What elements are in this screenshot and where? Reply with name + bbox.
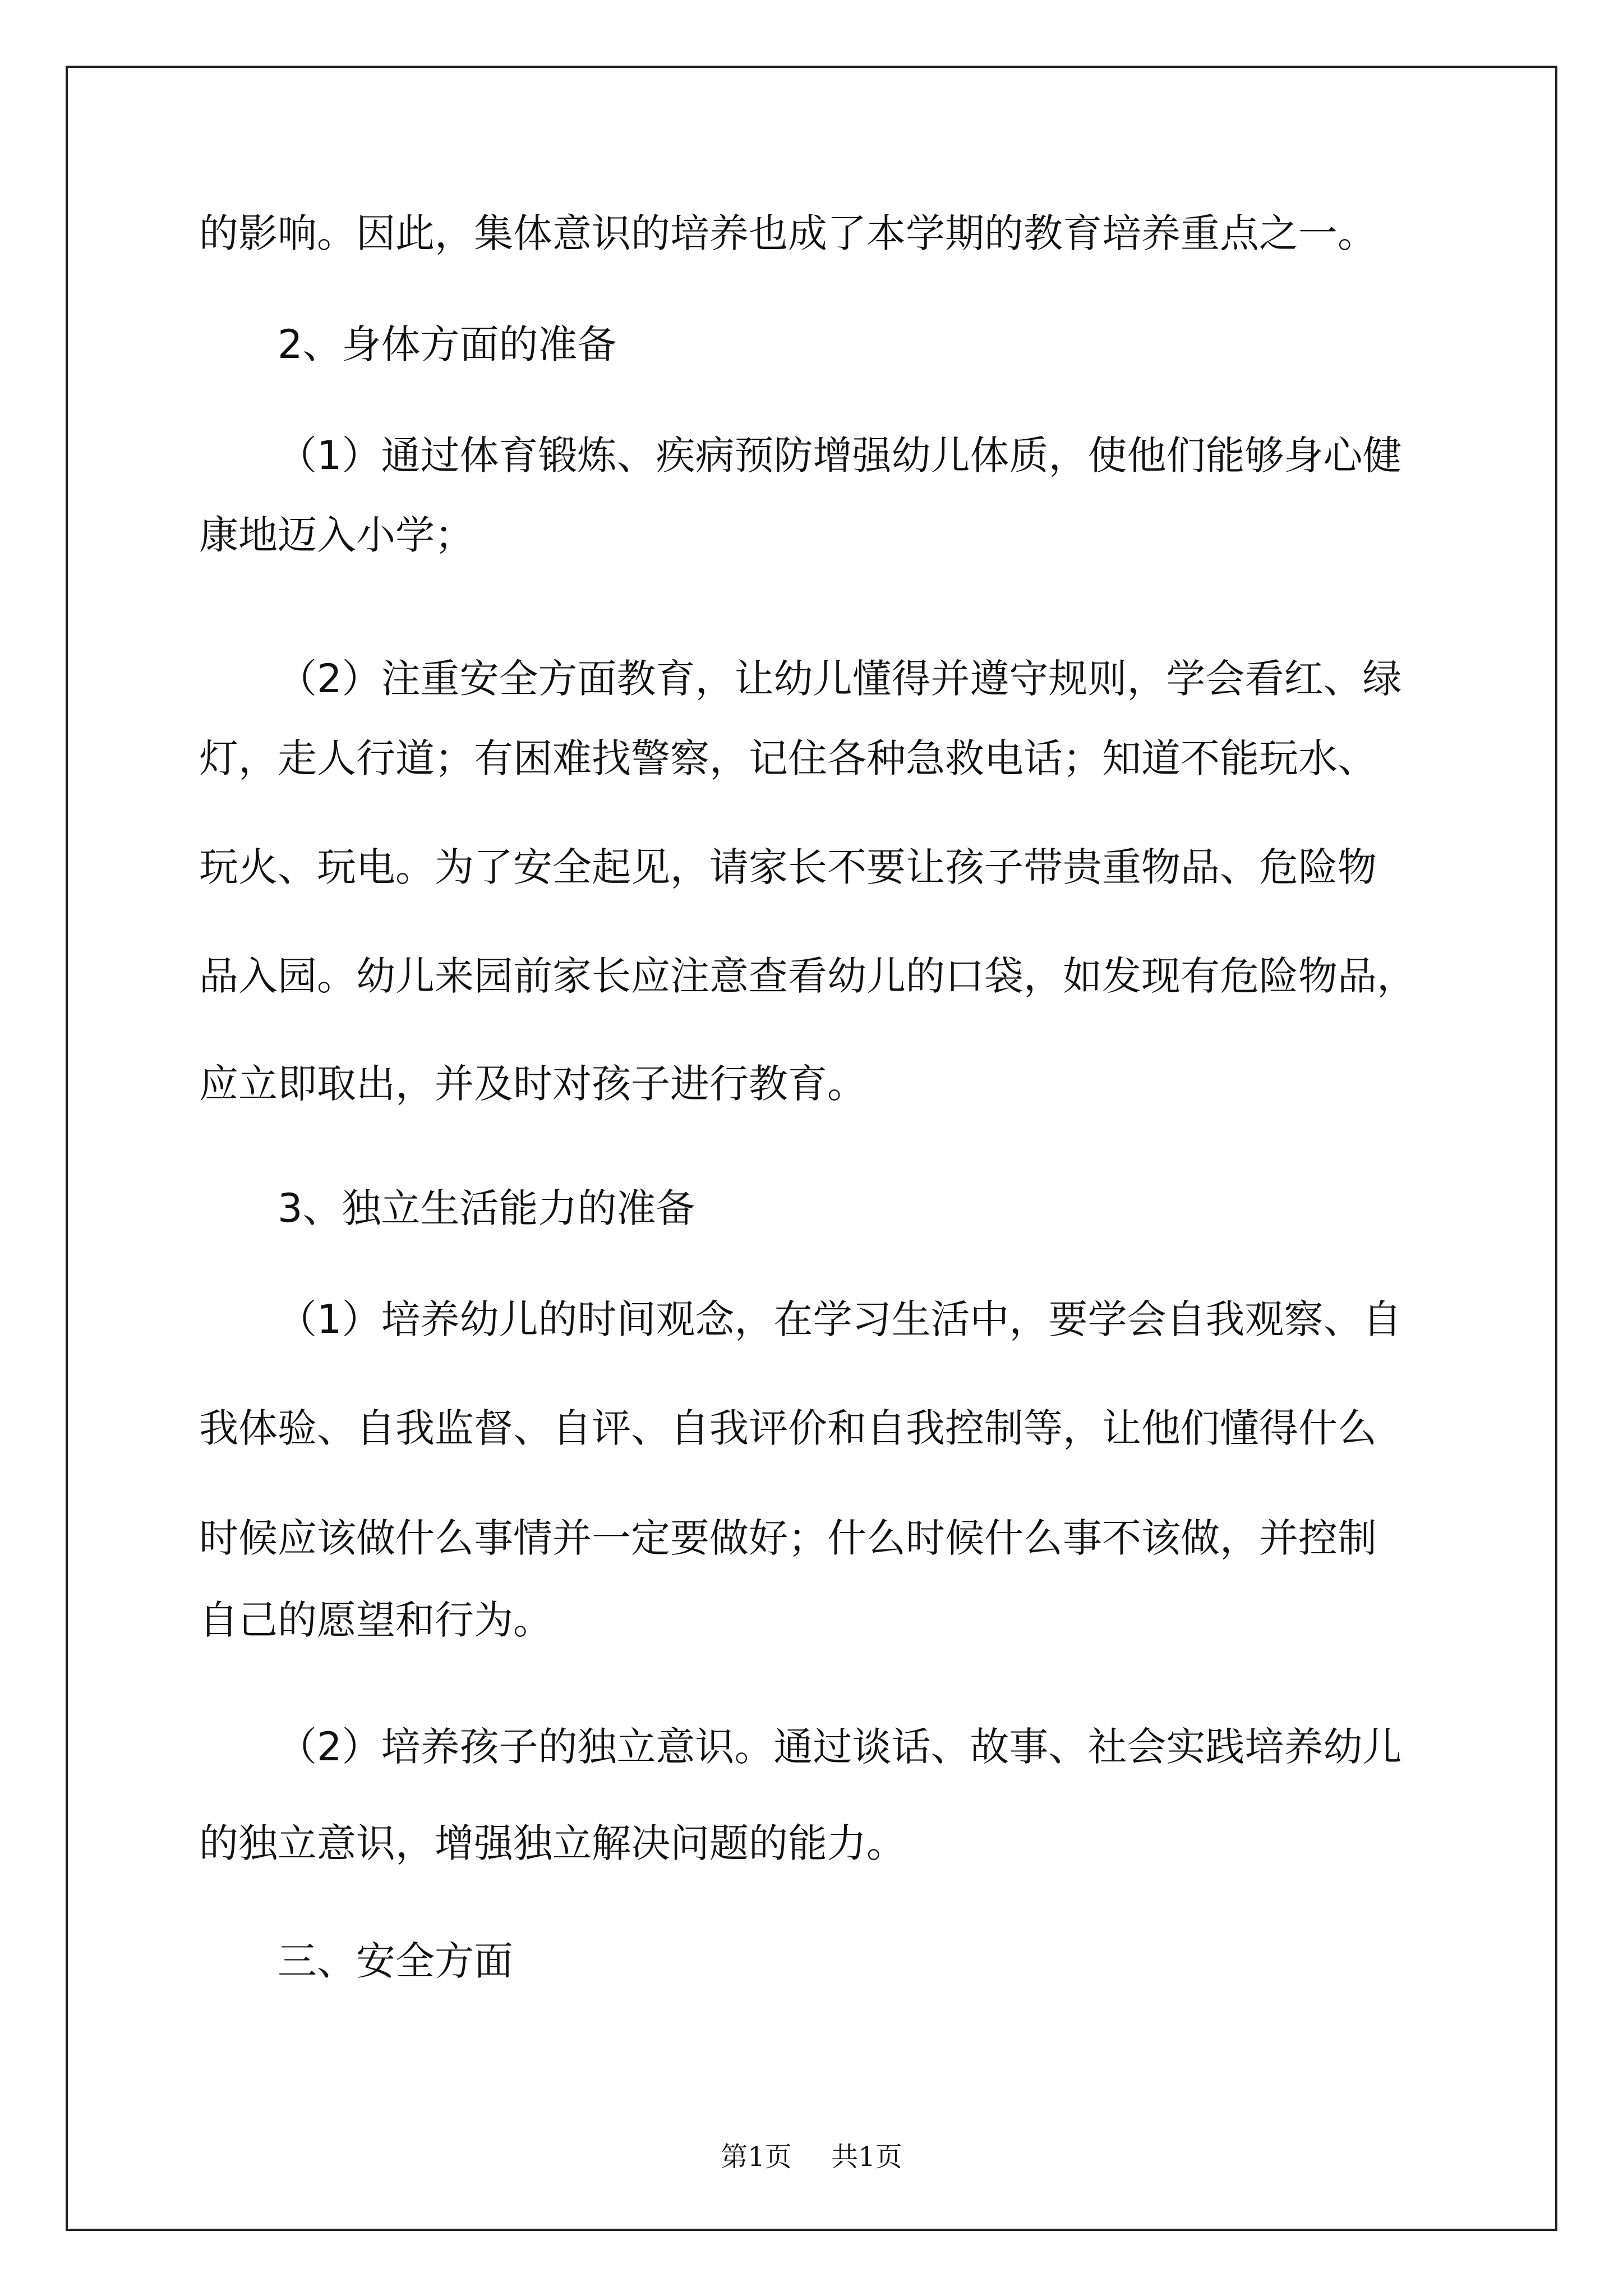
section-heading: 2、身体方面的准备	[278, 321, 617, 367]
text-line: （2）培养孩子的独立意识。通过谈话、故事、社会实践培养幼儿	[278, 1724, 1402, 1770]
page-footer	[0, 2140, 1623, 2174]
text-line: 灯，走人行道；有困难找警察，记住各种急救电话；知道不能玩水、	[199, 735, 1377, 781]
text-line: 康地迈入小学；	[199, 512, 474, 558]
text-line: 应立即取出，并及时对孩子进行教育。	[199, 1061, 866, 1107]
section-heading: 三、安全方面	[278, 1938, 513, 1984]
text-line: 的独立意识，增强独立解决问题的能力。	[199, 1820, 906, 1866]
section-heading: 3、独立生活能力的准备	[278, 1185, 695, 1231]
text-line: （1）培养幼儿的时间观念，在学习生活中，要学会自我观察、自	[278, 1296, 1402, 1342]
text-line: 玩火、玩电。为了安全起见，请家长不要让孩子带贵重物品、危险物	[199, 844, 1377, 890]
text-line: 我体验、自我监督、自评、自我评价和自我控制等，让他们懂得什么	[199, 1405, 1377, 1451]
page-number: 第1页	[721, 2141, 792, 2173]
text-line: （1）通过体育锻炼、疾病预防增强幼儿体质，使他们能够身心健	[278, 432, 1402, 478]
text-line: 品入园。幼儿来园前家长应注意查看幼儿的口袋，如发现有危险物品，	[199, 953, 1416, 999]
text-line: 自己的愿望和行为。	[199, 1597, 552, 1643]
text-line: （2）注重安全方面教育，让幼儿懂得并遵守规则，学会看红、绿	[278, 656, 1402, 702]
page-border	[66, 66, 1557, 2231]
text-line: 时候应该做什么事情并一定要做好；什么时候什么事不该做，并控制	[199, 1515, 1377, 1561]
page-total: 共1页	[831, 2141, 902, 2173]
text-line: 的影响。因此，集体意识的培养也成了本学期的教育培养重点之一。	[199, 210, 1377, 256]
